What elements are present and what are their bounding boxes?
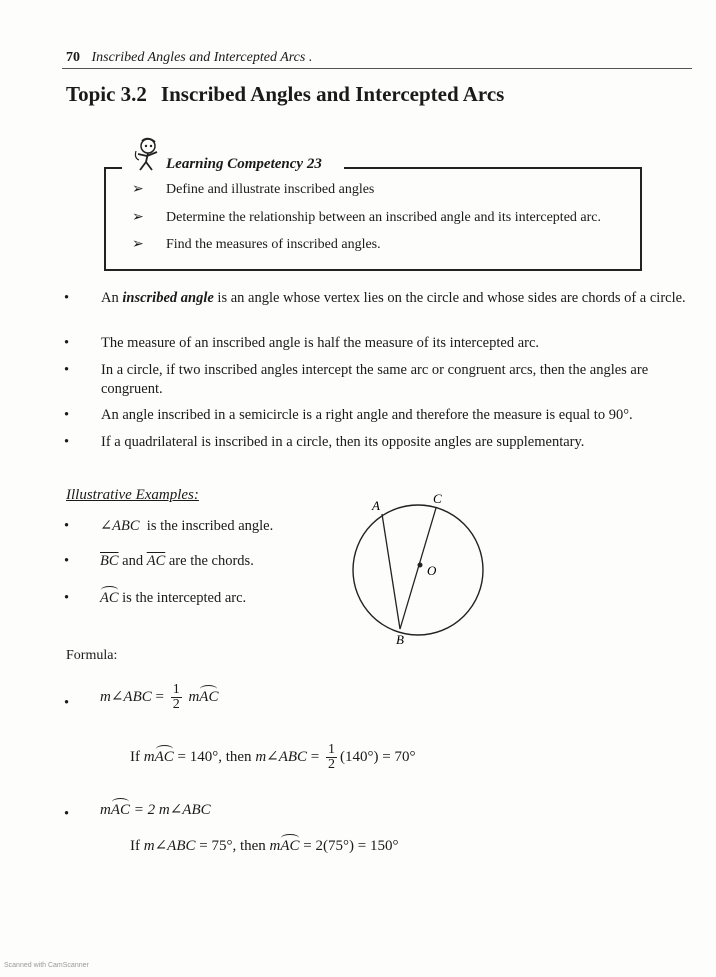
label-b: B [396,632,404,647]
header-rule [62,68,692,69]
denominator: 2 [172,697,180,712]
fact-text: is an angle whose vertex lies on the circle and whose sides are chords of a circle. [213,290,686,306]
formula-2 [100,800,211,819]
example-text: is the inscribed angle. [146,518,274,534]
example-text: and [122,553,144,569]
chord-bc: BC [100,553,119,569]
equals-sign: = [310,748,320,765]
formula-1 [100,683,218,712]
denominator: 2 [328,757,336,772]
label-c: C [433,491,442,506]
fact-text: An [101,290,123,306]
arrow-bullet-icon: ➢ [132,182,144,197]
example-value: = 75°, then [199,838,266,854]
formula-lhs: m∠ABC [100,688,152,705]
formula-example-2 [130,836,398,855]
example-text: is the intercepted arc. [122,590,247,606]
running-title: Inscribed Angles and Intercepted Arcs . [91,50,313,65]
arc-ac: AC [280,838,300,854]
fact-term: inscribed angle [122,290,214,306]
example-value: = 140°, then [177,748,252,765]
chord-ac: AC [146,553,166,569]
scanner-watermark: Scanned with CamScanner [4,962,89,969]
example-text: are the chords. [168,553,254,569]
bullet-icon: • [64,553,70,569]
measure-m: m [188,688,200,705]
objective-item [132,181,374,198]
page-header [66,50,312,66]
box-top-rule-right [344,167,640,169]
formula-rhs: = 2 m∠ABC [133,802,211,818]
topic-number: Topic 3.2 [66,82,147,106]
bullet-icon: • [64,335,70,351]
numerator: 1 [172,682,180,697]
measure-m: m [100,802,111,818]
center-point [418,563,423,568]
example-result: (140°) = 70° [340,748,416,765]
label-o: O [427,563,437,578]
bullet-icon: • [64,407,70,423]
angle-symbol: ∠ABC [100,518,140,534]
fraction-half [171,683,182,712]
objective-text: Determine the relationship between an inscribed angle and its intercepted arc. [166,210,601,225]
if-word: If [130,838,140,854]
angle-measure: m∠ABC [255,748,308,765]
box-top-rule-left [104,167,122,169]
mascot-icon [130,136,164,174]
arrow-bullet-icon: ➢ [132,210,144,225]
objective-item [132,236,381,253]
measure-m: m [269,838,281,854]
circle-diagram [340,490,500,650]
formula-label: Formula: [66,648,118,663]
objective-item [132,209,601,226]
bullet-icon: • [64,362,70,378]
arc-ac: AC [154,748,174,765]
formula-example-1 [130,743,415,772]
equals-sign: = [155,688,164,705]
numerator: 1 [328,742,336,757]
arc-ac: AC [199,688,219,705]
bullet-icon: • [64,434,70,450]
examples-heading: Illustrative Examples: [66,487,199,503]
bullet-icon: • [64,518,70,534]
bullet-icon: • [64,590,70,606]
bullet-icon: • [64,290,70,306]
example-result: = 2(75°) = 150° [303,838,399,854]
competency-title: Learning Competency 23 [166,156,322,172]
if-word: If [130,748,140,765]
fact-text: If a quadrilateral is inscribed in a circle, then its opposite angles are supplementary. [101,434,585,450]
arc-ac: AC [100,590,119,606]
fact-text: In a circle, if two inscribed angles intercept the same arc or congruent arcs, then the angles are congruent. [101,362,649,397]
angle-measure: m∠ABC [143,838,196,854]
bullet-icon: • [64,806,70,822]
bullet-icon: • [64,695,70,711]
objective-text: Find the measures of inscribed angles. [166,237,381,252]
page-number: 70 [66,50,80,65]
measure-m: m [143,748,155,765]
chord-ab [382,514,400,629]
topic-heading [66,82,504,107]
fact-text: The measure of an inscribed angle is half the measure of its intercepted arc. [101,335,540,351]
fact-text: An angle inscribed in a semicircle is a right angle and therefore the measure is equal to 90°. [101,407,633,423]
topic-title: Inscribed Angles and Intercepted Arcs [160,82,505,106]
arrow-bullet-icon: ➢ [132,237,144,252]
label-a: A [372,498,380,513]
objective-text: Define and illustrate inscribed angles [166,182,375,197]
fraction-half [326,743,337,772]
arc-ac: AC [110,802,131,818]
